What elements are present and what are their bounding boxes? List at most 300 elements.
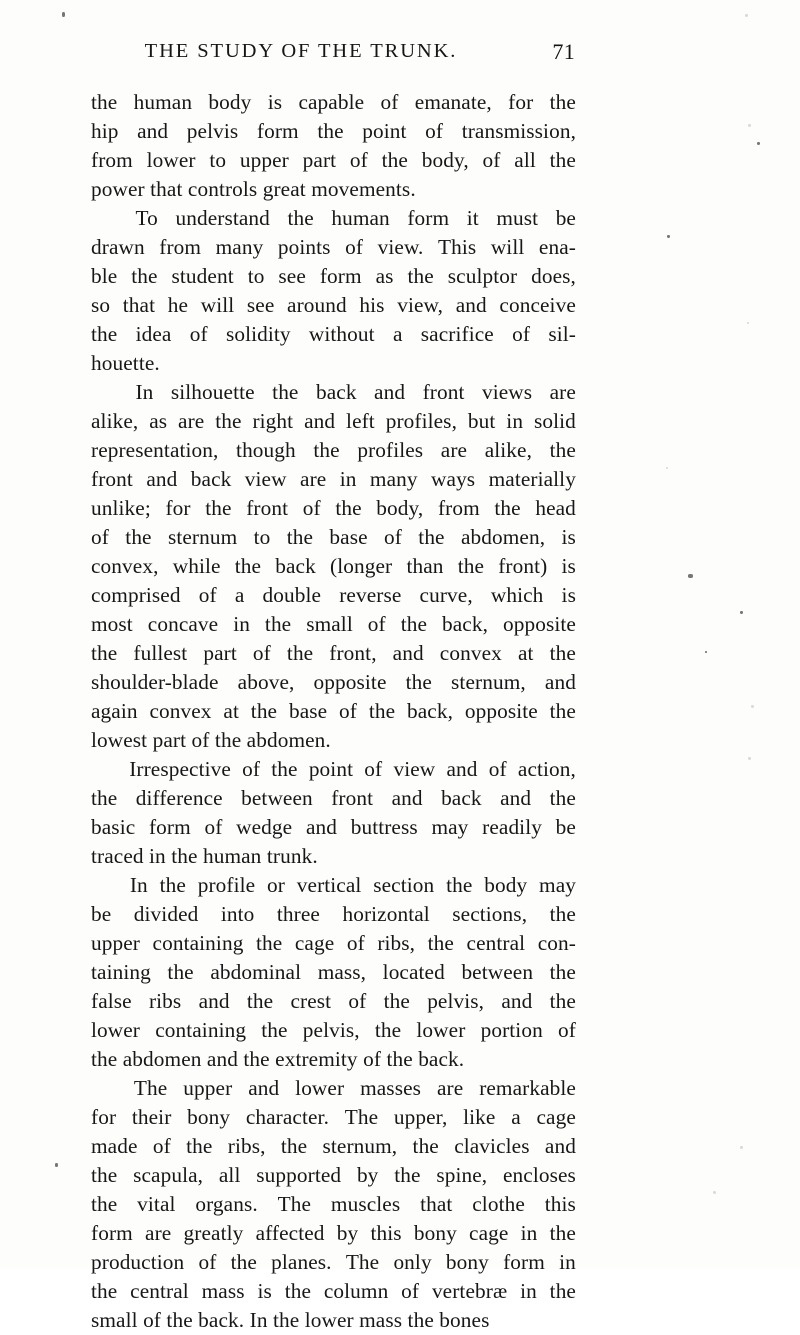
word: the <box>494 496 521 520</box>
word: the <box>159 873 186 897</box>
word: ribs <box>148 989 182 1013</box>
word: vertical <box>296 873 362 897</box>
word: are <box>178 409 205 433</box>
word: body, <box>421 148 469 172</box>
word: and <box>248 1076 280 1100</box>
word: is <box>257 1279 272 1303</box>
word: above, <box>237 670 295 694</box>
word: are <box>436 1076 464 1100</box>
word: of <box>349 148 368 172</box>
scan-speck <box>740 611 743 614</box>
text-line <box>91 1103 576 1132</box>
word: bony <box>445 1250 489 1274</box>
word: central <box>466 931 526 955</box>
word: scapula, <box>133 1163 204 1187</box>
word: ribs, <box>227 1134 266 1158</box>
word: organs. <box>195 1192 258 1216</box>
word: convex <box>439 641 502 665</box>
word: by <box>356 1163 379 1187</box>
word: the <box>412 1134 439 1158</box>
word: containing <box>152 931 244 955</box>
word: are <box>145 1221 172 1245</box>
word: of <box>346 931 365 955</box>
word: point <box>362 119 407 143</box>
word: the <box>549 902 576 926</box>
word: their <box>131 1105 172 1129</box>
word: lower <box>416 1018 466 1042</box>
word: though <box>236 438 296 462</box>
word: the <box>549 148 576 172</box>
word: the <box>313 438 340 462</box>
word: back <box>190 467 232 491</box>
paragraph-6 <box>91 1074 576 1335</box>
text-line <box>91 552 576 581</box>
word: around <box>287 293 347 317</box>
word: bony <box>187 1105 231 1129</box>
word: the <box>186 1134 213 1158</box>
word: idea <box>135 322 172 346</box>
word: the <box>272 380 299 404</box>
word: the <box>394 1163 421 1187</box>
word: back <box>275 554 316 578</box>
word: cage <box>294 931 335 955</box>
word: containing <box>155 1018 247 1042</box>
scan-speck <box>747 322 749 324</box>
word: profiles, <box>385 409 457 433</box>
word: is <box>561 583 576 607</box>
word: like <box>463 1105 496 1129</box>
word: the <box>167 960 194 984</box>
word: bony <box>413 1221 457 1245</box>
word: of <box>384 525 402 549</box>
word: production <box>91 1250 185 1274</box>
word: upper, <box>393 1105 448 1129</box>
word: emanate, <box>414 90 492 114</box>
word: is <box>561 525 576 549</box>
word: to <box>247 264 265 288</box>
word: the <box>317 119 344 143</box>
word: sil- <box>548 322 576 346</box>
text-line <box>91 494 576 523</box>
word: representation, <box>91 438 219 462</box>
word: wedge <box>236 815 293 839</box>
word: unlike; <box>91 496 151 520</box>
word: for <box>508 90 534 114</box>
word: base <box>288 699 328 723</box>
text-line <box>91 407 576 436</box>
word: the <box>91 90 118 114</box>
word: of <box>204 815 223 839</box>
word: This <box>438 235 477 259</box>
text-line: small of the back. In the lower mass the bones <box>91 1308 490 1332</box>
word: of <box>198 1250 217 1274</box>
word: horizontal <box>342 902 430 926</box>
word: but <box>467 409 496 433</box>
word: shoulder-blade <box>91 670 219 694</box>
text-line <box>91 465 576 494</box>
word: the <box>286 525 314 549</box>
word: and <box>446 757 478 781</box>
word: while <box>172 554 221 578</box>
word: action, <box>517 757 576 781</box>
word: curve, <box>419 583 473 607</box>
word: human <box>133 90 193 114</box>
word: form <box>407 206 450 230</box>
word: greatly <box>183 1221 244 1245</box>
paragraph-4 <box>91 755 576 871</box>
text-line <box>91 668 576 697</box>
word: the <box>383 989 410 1013</box>
word: capable <box>298 90 365 114</box>
word: the <box>264 612 292 636</box>
text-line <box>91 436 576 465</box>
scan-speck <box>667 235 670 238</box>
word: the <box>91 1163 118 1187</box>
word: view. <box>377 235 424 259</box>
scan-speck <box>748 757 751 760</box>
word: at <box>223 699 239 723</box>
scan-speck <box>740 1146 743 1149</box>
scan-speck <box>713 1191 716 1194</box>
word: left <box>346 409 375 433</box>
page-title: THE STUDY OF THE TRUNK. <box>144 40 458 62</box>
word: and <box>198 989 230 1013</box>
word: the <box>261 1018 288 1042</box>
text-line <box>91 755 576 784</box>
word: sternum <box>167 525 238 549</box>
text-line <box>91 813 576 842</box>
word: the <box>287 206 314 230</box>
word: made <box>91 1134 138 1158</box>
word: all <box>514 148 536 172</box>
word: silhouette <box>170 380 255 404</box>
scan-speck <box>745 14 748 17</box>
word: the <box>91 322 118 346</box>
word: the <box>256 931 283 955</box>
word: form <box>319 264 362 288</box>
word: comprised <box>91 583 181 607</box>
word: The <box>345 1250 380 1274</box>
word: the <box>549 960 576 984</box>
word: the <box>549 438 576 462</box>
word: upper <box>183 1076 233 1100</box>
scan-speck <box>757 142 760 145</box>
scan-speck <box>62 12 65 17</box>
word: of <box>302 496 321 520</box>
word: be <box>555 815 576 839</box>
text-line <box>91 871 576 900</box>
word: may <box>431 815 469 839</box>
word: concave <box>147 612 219 636</box>
word: the <box>446 873 473 897</box>
word: front <box>331 786 374 810</box>
text-line <box>91 900 576 929</box>
word: a <box>511 1105 521 1129</box>
word: alike, <box>484 438 532 462</box>
running-head <box>91 40 575 70</box>
word: lower <box>146 148 196 172</box>
text-line <box>91 581 576 610</box>
word: into <box>220 902 255 926</box>
word: clothe <box>472 1192 525 1216</box>
word: the <box>91 641 118 665</box>
word: the <box>131 264 158 288</box>
word: basic <box>91 815 136 839</box>
word: conceive <box>499 293 576 317</box>
word: materially <box>488 467 576 491</box>
word: are <box>300 467 327 491</box>
word: alike, <box>91 409 139 433</box>
word: transmission, <box>461 119 576 143</box>
paragraph-5 <box>91 871 576 1074</box>
word: the <box>418 525 445 549</box>
word: ribs, <box>377 931 416 955</box>
word: In <box>129 873 148 897</box>
paragraph-2 <box>91 204 576 378</box>
word: front <box>91 467 133 491</box>
word: small <box>306 612 353 636</box>
word: form <box>148 815 191 839</box>
word: so <box>91 293 111 317</box>
word: is <box>561 554 576 578</box>
word: for <box>91 1105 117 1129</box>
word: and <box>146 467 178 491</box>
word: sculptor <box>447 264 518 288</box>
paragraph-indent <box>91 378 118 407</box>
word: from <box>91 148 133 172</box>
paragraph-indent <box>91 755 118 784</box>
word: front) <box>498 554 548 578</box>
word: difference <box>135 786 223 810</box>
word: opposite <box>464 699 538 723</box>
word: or <box>267 873 285 897</box>
word: must <box>496 206 539 230</box>
word: of <box>367 612 386 636</box>
word: see <box>278 264 306 288</box>
text-line <box>91 1161 576 1190</box>
word: portion <box>480 1018 543 1042</box>
word: the <box>271 757 298 781</box>
word: by <box>336 1221 359 1245</box>
word: section <box>373 873 435 897</box>
word: buttress <box>350 815 418 839</box>
word: vertebræ <box>431 1279 508 1303</box>
word: for <box>165 496 191 520</box>
word: body <box>208 90 252 114</box>
word: and <box>500 786 532 810</box>
word: is <box>267 90 283 114</box>
word: the <box>549 90 576 114</box>
body-text <box>91 88 576 1335</box>
word: spine, <box>436 1163 488 1187</box>
word: front <box>422 380 465 404</box>
word: in <box>506 409 524 433</box>
word: human <box>331 206 390 230</box>
word: form <box>503 1250 545 1274</box>
word: character. <box>245 1105 329 1129</box>
word: back, <box>441 612 489 636</box>
word: The <box>277 1192 312 1216</box>
word: this <box>370 1221 402 1245</box>
text-line <box>91 146 576 175</box>
word: see <box>246 293 275 317</box>
text-line <box>91 697 576 726</box>
word: the <box>335 496 362 520</box>
word: the <box>457 554 485 578</box>
word: form <box>91 1221 133 1245</box>
word: body, <box>376 496 424 520</box>
word: only <box>393 1250 432 1274</box>
word: which <box>490 583 544 607</box>
text-line <box>91 639 576 668</box>
paragraph-indent <box>91 1074 118 1103</box>
word: the <box>549 641 576 665</box>
word: readily <box>482 815 542 839</box>
word: and <box>391 786 423 810</box>
word: to <box>253 525 271 549</box>
word: this <box>544 1192 576 1216</box>
text-line: houette. <box>91 351 160 375</box>
word: of <box>152 1134 171 1158</box>
word: and <box>304 409 336 433</box>
text-line <box>91 987 576 1016</box>
word: convex, <box>91 554 159 578</box>
word: the <box>250 699 278 723</box>
word: of <box>425 119 444 143</box>
word: of <box>364 757 383 781</box>
word: back, <box>406 699 453 723</box>
word: clavicles <box>454 1134 530 1158</box>
word: sections, <box>452 902 528 926</box>
word: cage <box>469 1221 509 1245</box>
word: and <box>544 670 576 694</box>
word: The <box>344 1105 379 1129</box>
text-line: lowest part of the abdomen. <box>91 728 331 752</box>
scan-speck <box>55 1163 58 1167</box>
word: most <box>91 612 133 636</box>
paragraph-indent <box>91 204 118 233</box>
word: three <box>276 902 320 926</box>
word: front <box>246 496 289 520</box>
word: the <box>549 989 576 1013</box>
word: the <box>549 1221 576 1245</box>
text-line: the abdomen and the extremity of the back. <box>91 1047 465 1071</box>
word: in <box>520 1279 537 1303</box>
text-line <box>91 1132 576 1161</box>
scan-speck <box>751 705 754 708</box>
word: abdomen, <box>460 525 546 549</box>
word: of <box>482 148 501 172</box>
word: In <box>135 380 154 404</box>
word: of <box>189 322 208 346</box>
word: drawn <box>91 235 145 259</box>
word: pelvis, <box>302 1018 360 1042</box>
word: points <box>277 235 331 259</box>
word: opposite <box>313 670 387 694</box>
word: than <box>406 554 444 578</box>
scan-speck <box>705 651 707 653</box>
word: does, <box>531 264 576 288</box>
text-line <box>91 929 576 958</box>
text-line <box>91 204 576 233</box>
word: hip <box>91 119 119 143</box>
text-line <box>91 1219 576 1248</box>
word: located <box>382 960 445 984</box>
word: view <box>393 757 436 781</box>
word: view <box>244 467 287 491</box>
word: reverse <box>339 583 402 607</box>
word: of <box>558 1018 576 1042</box>
word: solid <box>533 409 576 433</box>
word: between <box>461 960 534 984</box>
word: lower <box>91 1018 140 1042</box>
word: be <box>555 206 576 230</box>
word: front, <box>329 641 377 665</box>
word: con- <box>537 931 576 955</box>
word: mass <box>201 1279 245 1303</box>
word: of <box>252 641 271 665</box>
word: the <box>549 1279 576 1303</box>
word: the <box>234 554 262 578</box>
word: the <box>286 641 314 665</box>
word: will <box>200 293 235 317</box>
word: Irrespective <box>129 757 231 781</box>
word: the <box>407 264 434 288</box>
word: from <box>437 496 480 520</box>
word: in <box>559 1250 576 1274</box>
word: the <box>427 931 454 955</box>
word: upper <box>91 931 140 955</box>
word: the <box>368 699 396 723</box>
word: of <box>380 90 399 114</box>
paragraph-1 <box>91 88 576 204</box>
word: form <box>256 119 299 143</box>
word: taining <box>91 960 151 984</box>
word: the <box>125 525 152 549</box>
word: and <box>392 641 424 665</box>
word: the <box>549 786 576 810</box>
text-line <box>91 1277 576 1306</box>
scan-speck <box>688 574 693 578</box>
word: part <box>302 148 337 172</box>
word: supported <box>256 1163 342 1187</box>
word: pelvis <box>186 119 239 143</box>
word: from <box>159 235 202 259</box>
word: that <box>122 293 156 317</box>
word: be <box>91 902 112 926</box>
word: and <box>455 293 487 317</box>
word: mass, <box>317 960 367 984</box>
word: that <box>420 1192 453 1216</box>
word: the <box>215 409 242 433</box>
word: the <box>246 989 274 1013</box>
word: column <box>323 1279 389 1303</box>
word: double <box>262 583 322 607</box>
text-line <box>91 233 576 262</box>
word: of <box>345 235 364 259</box>
text-line <box>91 523 576 552</box>
word: of <box>348 989 367 1013</box>
word: many <box>215 235 264 259</box>
word: central <box>130 1279 189 1303</box>
text-line: traced in the human trunk. <box>91 844 318 868</box>
word: again <box>91 699 138 723</box>
word: sacrifice <box>420 322 494 346</box>
text-line <box>91 117 576 146</box>
word: crest <box>290 989 332 1013</box>
word: and <box>544 1134 576 1158</box>
word: and <box>374 380 406 404</box>
